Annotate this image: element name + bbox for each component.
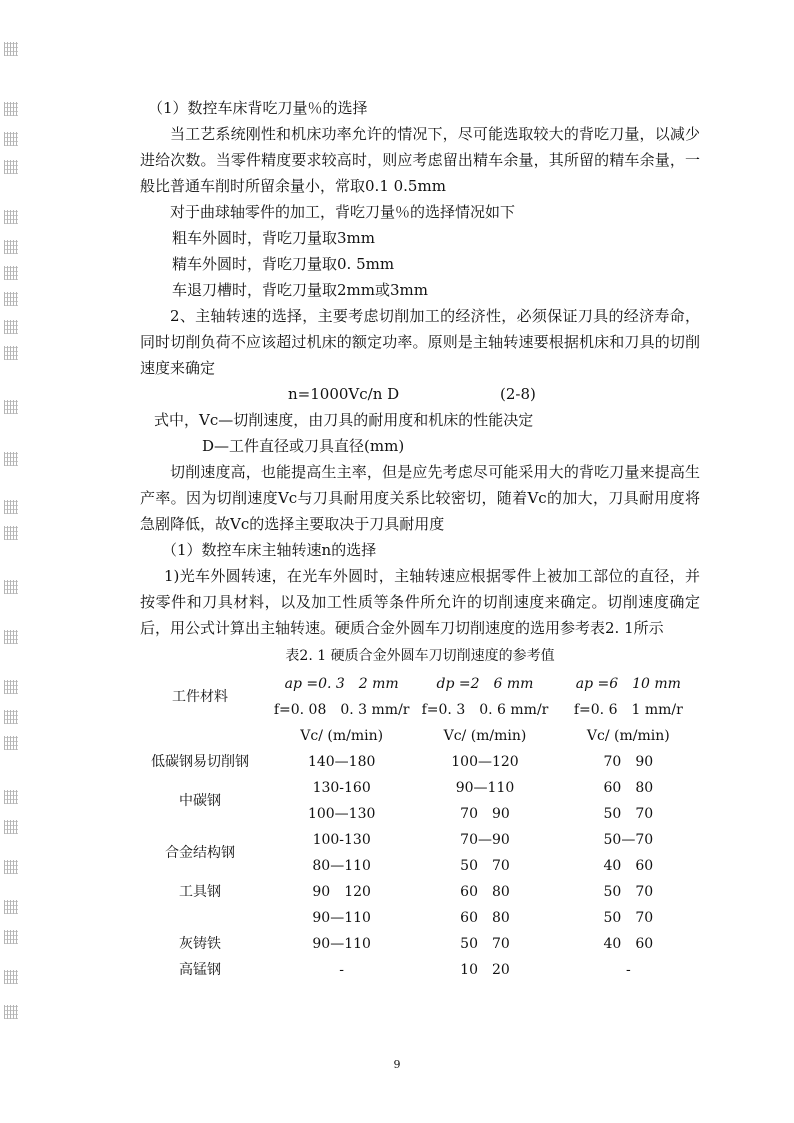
table-header-feed: f=0. 6 1 mm/r <box>573 702 683 718</box>
table-cell: 70 90 <box>460 806 510 822</box>
table-header-vc: Vc/ (m/min) <box>300 728 384 744</box>
paragraph-crankshaft-intro: 对于曲球轴零件的加工，背吃刀量％的选择情况如下 <box>170 203 516 221</box>
section-heading-spindle-speed: （1）数控车床主轴转速n的选择 <box>162 541 377 559</box>
table-cell: 100-130 <box>312 832 371 848</box>
table-cell: - <box>339 962 345 978</box>
table-header-ap: dp =2 6 mm <box>436 676 534 692</box>
cutting-speed-table <box>130 671 700 983</box>
table-cell: 100—120 <box>451 754 519 770</box>
paragraph-depth-of-cut: 当工艺系统刚性和机床功率允许的情况下，尽可能选取较大的背吃刀量，以减少进给次数。当零件精度要求较高时，则应考虑留出精车余量，其所留的精车余量，一般比普通车削时所留余量小，常取0.1 0.5mm <box>140 125 700 195</box>
table-row <box>130 879 700 905</box>
table-cell: 90 120 <box>312 884 371 900</box>
list-item: 粗车外圆时，背吃刀量取3mm <box>172 229 375 247</box>
table-cell: 60 80 <box>460 884 510 900</box>
table-header-vc: Vc/ (m/min) <box>586 728 670 744</box>
list-item: 精车外圆时，背吃刀量取0. 5mm <box>172 255 395 273</box>
table-cell-material: 中碳钢 <box>179 793 221 809</box>
table-header-feed: f=0. 08 0. 3 mm/r <box>273 702 410 718</box>
table-header-ap: ap =0. 3 2 mm <box>284 676 399 692</box>
table-cell: 80—110 <box>312 858 371 874</box>
table-cell: 50 70 <box>460 858 510 874</box>
table-row <box>130 749 700 775</box>
formula-expression: n=1000Vc/n D <box>288 385 400 403</box>
table-header-ap: ap =6 10 mm <box>575 676 681 692</box>
table-cell: - <box>625 962 631 978</box>
table-cell: 100—130 <box>307 806 376 822</box>
table-cell-material: 低碳钢易切削钢 <box>151 754 249 770</box>
table-header-vc: Vc/ (m/min) <box>443 728 527 744</box>
table-cell-material: 工具钢 <box>179 884 221 900</box>
table-cell: 40 60 <box>603 936 654 952</box>
table-cell: 130-160 <box>312 780 371 796</box>
list-item: 车退刀槽时，背吃刀量取2mm或3mm <box>172 281 428 299</box>
table-row <box>130 905 700 931</box>
table-cell: 90—110 <box>312 936 371 952</box>
table-header-material: 工件材料 <box>172 689 228 705</box>
paragraph-turning-speed: 1)光车外圆转速，在光车外圆时，主轴转速应根据零件上被加工部位的直径，并按零件和刀具材料，以及加工性质等条件所允许的切削速度来确定。切削速度确定后，用公式计算出主轴转速。硬质合金外圆车刀切削速度的选用参考表2. 1所示 <box>140 567 700 637</box>
table-cell: 70 90 <box>603 754 654 770</box>
table-row <box>130 723 700 749</box>
table-cell: 70—90 <box>460 832 510 848</box>
formula-legend-vc: 式中，Vc—切削速度，由刀具的耐用度和机床的性能决定 <box>154 411 534 429</box>
document-body <box>140 95 700 983</box>
table-cell-material: 高锰钢 <box>179 962 221 978</box>
formula-line <box>140 381 700 407</box>
table-cell: 50 70 <box>603 910 654 926</box>
table-header-feed: f=0. 3 0. 6 mm/r <box>421 702 549 718</box>
table-cell: 50 70 <box>603 884 654 900</box>
table-cell: 40 60 <box>603 858 654 874</box>
margin-scan-marks <box>4 30 20 1030</box>
formula-legend-d: D—工件直径或刀具直径(mm) <box>202 437 405 455</box>
table-row <box>130 827 700 853</box>
table-cell: 60 80 <box>460 910 510 926</box>
table-row <box>130 957 700 983</box>
table-row <box>130 931 700 957</box>
table-cell-material: 灰铸铁 <box>179 936 221 952</box>
table-cell: 90—110 <box>455 780 515 796</box>
section-heading-depth-of-cut: （1）数控车床背吃刀量％的选择 <box>148 99 368 117</box>
formula-number: (2-8) <box>500 385 536 403</box>
table-cell: 50 70 <box>603 806 654 822</box>
table-cell: 50 70 <box>460 936 510 952</box>
table-cell: 140—180 <box>307 754 376 770</box>
table-cell-material: 合金结构钢 <box>165 845 235 861</box>
paragraph-cutting-speed: 切削速度高，也能提高生主率，但是应先考虑尽可能采用大的背吃刀量来提高生产率。因为切削速度Vc与刀具耐用度关系比较密切，随着Vc的加大，刀具耐用度将急剧降低，故Vc的选择主要取决于刀具耐用度 <box>140 463 700 533</box>
table-row <box>130 775 700 801</box>
table-cell: 50—70 <box>603 832 654 848</box>
table-caption: 表2. 1 硬质合金外圆车刀切削速度的参考值 <box>285 648 555 664</box>
table-cell: 90—110 <box>312 910 371 926</box>
table-row <box>130 671 700 697</box>
paragraph-spindle-speed: 2、主轴转速的选择，主要考虑切削加工的经济性，必须保证刀具的经济寿命，同时切削负荷不应该超过机床的额定功率。原则是主轴转速要根据机床和刀具的切削速度来确定 <box>140 307 700 377</box>
table-cell: 60 80 <box>603 780 654 796</box>
table-cell: 10 20 <box>460 962 510 978</box>
page-number: 9 <box>393 1058 401 1071</box>
